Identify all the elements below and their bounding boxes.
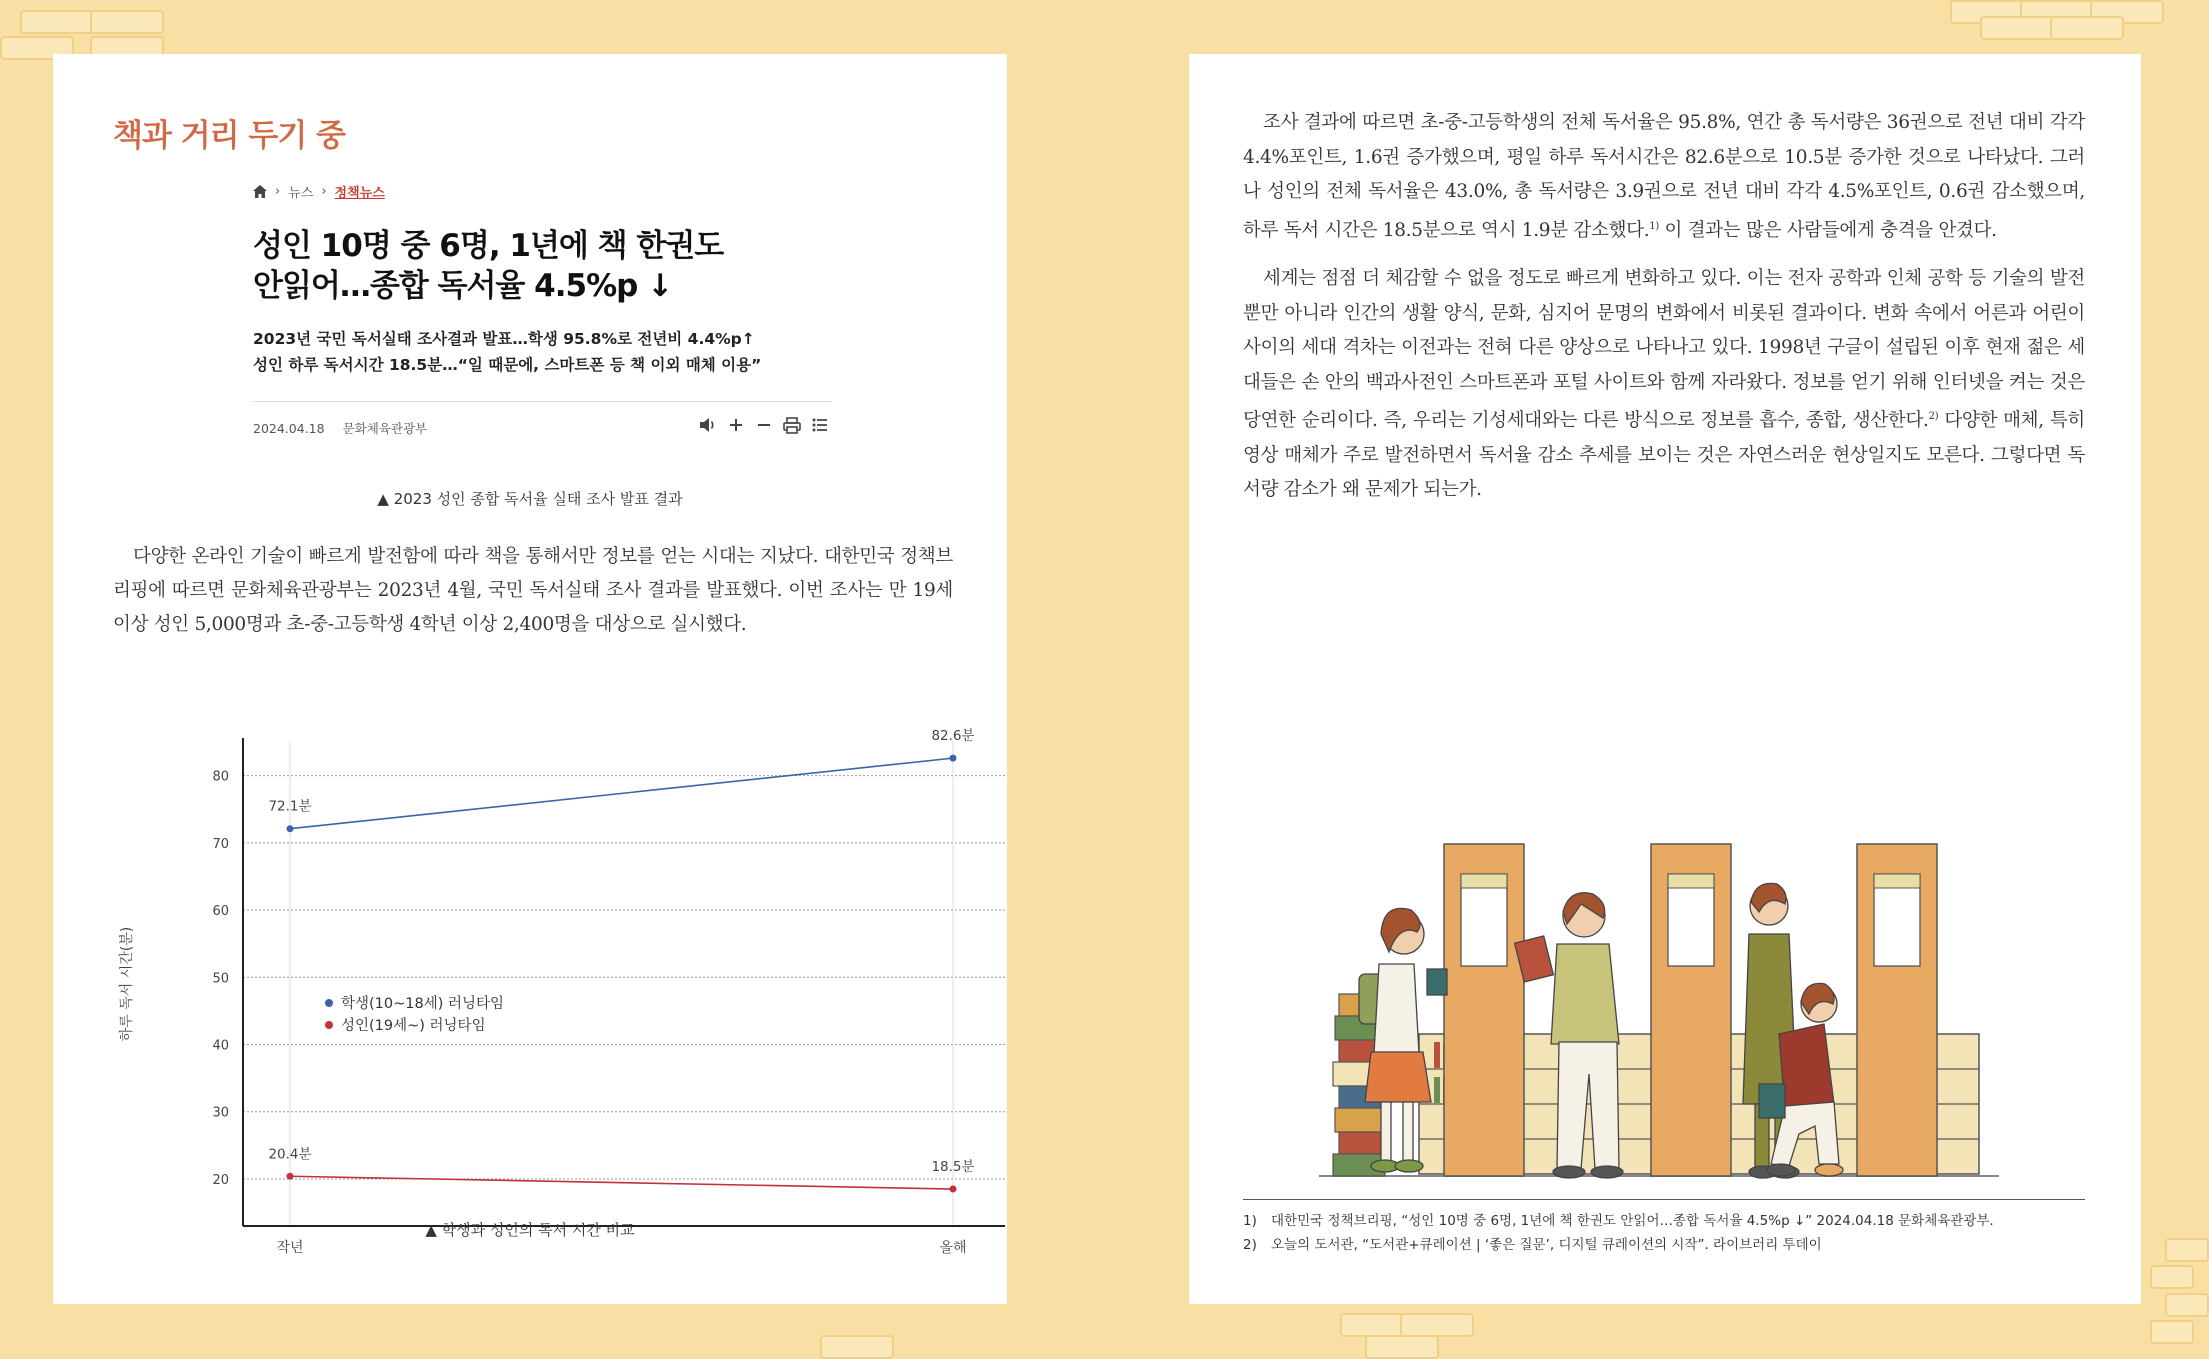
footnote-text: 대한민국 정책브리핑, “성인 10명 중 6명, 1년에 책 한권도 안읽어…종합 독서율 4.5%p ↓” 2024.04.18 문화체육관광부. (1271, 1213, 1994, 1229)
home-icon[interactable] (253, 185, 267, 198)
chevron-right-icon: › (321, 184, 327, 199)
chevron-right-icon: › (275, 184, 281, 199)
background-brick (2165, 1238, 2209, 1262)
chart-y-tick-label: 60 (212, 904, 229, 920)
chart-data-point (950, 755, 957, 762)
print-icon[interactable] (783, 416, 801, 434)
left-page (53, 54, 1007, 1304)
background-brick (2050, 16, 2124, 40)
chart-data-label: 20.4분 (268, 1146, 312, 1163)
footnote-text: 오늘의 도서관, “도서관+큐레이션 | ‘좋은 질문’, 디지털 큐레이션의 시작”. 라이브러리 투데이 (1271, 1237, 1822, 1253)
breadcrumb-policy-news[interactable]: 정책뉴스 (334, 186, 385, 201)
list-icon[interactable] (811, 416, 829, 434)
chart-legend-marker (325, 999, 333, 1007)
footnote-divider (1243, 1199, 2085, 1200)
chart-data-point (287, 825, 294, 832)
paragraph-text: 이 결과는 많은 사람들에게 충격을 안겼다. (1658, 219, 1997, 241)
background-brick (1400, 1313, 1474, 1337)
chart-data-point (287, 1173, 294, 1180)
chart-data-label: 82.6분 (931, 728, 975, 745)
breadcrumb (253, 182, 385, 201)
body-paragraph: 다양한 온라인 기술이 빠르게 발전함에 따라 책을 통해서만 정보를 얻는 시대는 지났다. 대한민국 정책브리핑에 따르면 문화체육관광부는 2023년 4월, 국민 독서실태 조사 결과를 발표했다. 이번 조사는 만 19세 이상 성인 5,000명과 초-중-고등학생 4학년 이상 2,400명을 대상으로 실시했다. (113, 546, 953, 635)
chart-y-tick-label: 30 (212, 1105, 229, 1121)
chart-data-label: 18.5분 (931, 1159, 975, 1176)
image-caption: ▲ 2023 성인 종합 독서율 실태 조사 발표 결과 (377, 490, 683, 508)
divider (253, 401, 831, 402)
headline-line2: 안읽어…종합 독서율 4.5%p ↓ (253, 268, 673, 304)
headline-line1: 성인 10명 중 6명, 1년에 책 한권도 (253, 228, 724, 264)
chart-series-line (290, 758, 953, 829)
body-paragraph-1 (1243, 106, 2085, 248)
article-tools (699, 416, 829, 434)
chart-y-tick-label: 50 (212, 971, 229, 987)
chart-x-tick-label: 작년 (276, 1240, 304, 1256)
paragraph-text: 다양한 매체, 특히 영상 매체가 주로 발전하면서 독서율 감소 추세를 보이는 것은 자연스러운 현상일지도 모른다. 그렇다면 독서량 감소가 왜 문제가 되는가. (1243, 410, 2085, 501)
zoom-out-icon[interactable] (755, 416, 773, 434)
chart-legend-marker (325, 1021, 333, 1029)
chart-y-tick-label: 70 (212, 836, 229, 852)
body-paragraph-2 (1243, 262, 2085, 508)
chart-caption: ▲ 학생과 성인의 독서 시간 비교 (425, 1221, 635, 1239)
chart-y-tick-label: 20 (212, 1172, 229, 1188)
chart-series-line (290, 1176, 953, 1189)
article-source: 문화체육관광부 (342, 421, 428, 436)
subhead-line1: 2023년 국민 독서실태 조사결과 발표…학생 95.8%로 전년비 4.4%p↑ (253, 330, 755, 348)
breadcrumb-news[interactable]: 뉴스 (288, 186, 314, 201)
chart-legend-label: 학생(10~18세) 러닝타임 (341, 996, 505, 1012)
footnote-ref[interactable]: 1) (1649, 220, 1659, 232)
section-title: 책과 거리 두기 중 (113, 118, 345, 154)
background-brick (2150, 1320, 2194, 1344)
background-brick (2150, 1265, 2194, 1289)
paragraph-text: 조사 결과에 따르면 초-중-고등학생의 전체 독서율은 95.8%, 연간 총 독서량은 36권으로 전년 대비 각각 4.4%포인트, 1.6권 증가했으며, 평일 하루 독서시간은 82.6분으로 10.5분 증가한 것으로 나타났다. 그러나 성인의 전체 독서율은 43.0%, 총 독서량은 3.9권으로 전년 대비 각각 4.5%포인트, 0.6권 감소했으며, 하루 독서 시간은 18.5분으로 역시 1.9분 감소했다. (1243, 112, 2085, 241)
footnote-number: 1) (1243, 1213, 1257, 1229)
chart-y-tick-label: 80 (212, 769, 229, 785)
background-brick (2165, 1293, 2209, 1317)
chart-data-label: 72.1분 (268, 798, 312, 815)
article-date: 2024.04.18 (253, 421, 325, 436)
footnote-number: 2) (1243, 1237, 1257, 1253)
chart-x-tick-label: 올해 (939, 1240, 967, 1256)
chart-legend-label: 성인(19세~) 러닝타임 (341, 1018, 486, 1034)
subhead-line2: 성인 하루 독서시간 18.5분…“일 때문에, 스마트폰 등 책 이외 매체 이용” (253, 356, 762, 374)
background-brick (820, 1335, 894, 1359)
footnote-ref[interactable]: 2) (1928, 411, 1939, 422)
footnote-2 (1243, 1233, 1822, 1253)
chart-y-axis-label: 하루 독서 시간(분) (119, 926, 135, 1042)
chart-y-tick-label: 40 (212, 1038, 229, 1054)
background-brick (1980, 16, 2054, 40)
background-brick (1365, 1335, 1439, 1359)
article-headline (253, 226, 813, 306)
right-page (1189, 54, 2141, 1304)
speaker-icon[interactable] (699, 416, 717, 434)
chart-data-point (950, 1186, 957, 1193)
library-illustration (1319, 784, 2009, 1184)
background-brick (20, 10, 94, 34)
article-subhead (253, 326, 853, 378)
background-brick (90, 10, 164, 34)
zoom-in-icon[interactable] (727, 416, 745, 434)
article-meta (253, 419, 441, 437)
paragraph-text: 세계는 점점 더 체감할 수 없을 정도로 빠르게 변화하고 있다. 이는 전자 공학과 인체 공학 등 기술의 발전 뿐만 아니라 인간의 생활 양식, 문화, 심지어 문명의 변화에서 비롯된 결과이다. 변화 속에서 어른과 어린이 사이의 세대 격차는 이전과는 전혀 다른 양상으로 나타나고 있다. 1998년 구글이 설립된 이후 현재 젊은 세대들은 손 안의 백과사전인 스마트폰과 포털 사이트와 함께 자라왔다. 정보를 얻기 위해 인터넷을 켜는 것은 당연한 순리이다. 즉, 우리는 기성세대와는 다른 방식으로 정보를 흡수, 종합, 생산한다. (1243, 268, 2085, 432)
footnote-1 (1243, 1209, 1994, 1229)
